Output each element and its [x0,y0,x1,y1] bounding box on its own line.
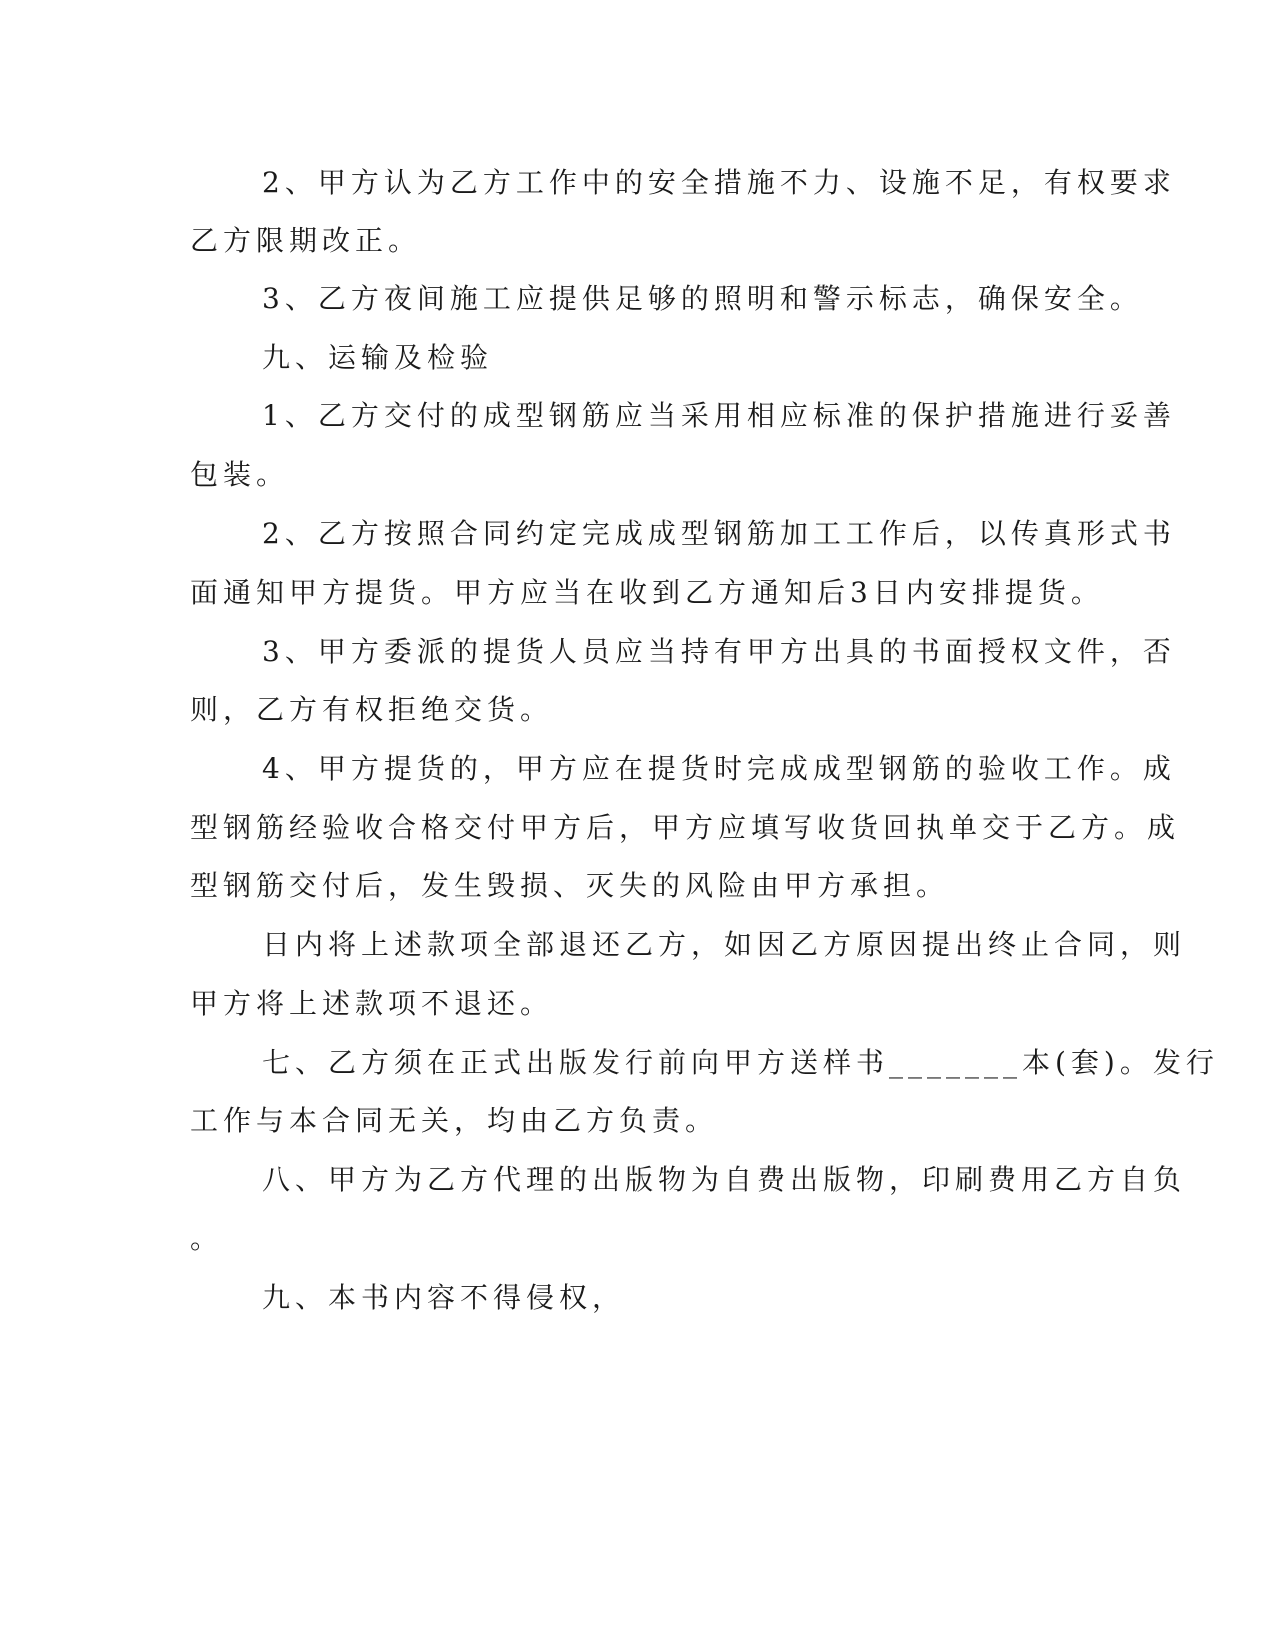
text-line: 工作与本合同无关，均由乙方负责。 [190,1104,719,1137]
section-heading: 九、运输及检验 [262,341,494,374]
text-line: 2、乙方按照合同约定完成成型钢筋加工工作后，以传真形式书 [262,517,1176,550]
text-line: 。 [190,1222,224,1255]
text-line: 则，乙方有权拒绝交货。 [190,693,554,726]
text-line: 型钢筋经验收合格交付甲方后，甲方应填写收货回执单交于乙方。成 [190,811,1181,844]
text-line: 七、乙方须在正式出版发行前向甲方送样书_______本(套)。发行 [262,1046,1219,1079]
text-line: 3、甲方委派的提货人员应当持有甲方出具的书面授权文件，否 [262,635,1176,668]
text-line: 4、甲方提货的，甲方应在提货时完成成型钢筋的验收工作。成 [262,752,1176,785]
text-line: 包装。 [190,458,290,491]
text-line: 乙方限期改正。 [190,224,422,257]
text-line: 型钢筋交付后，发生毁损、灭失的风险由甲方承担。 [190,869,950,902]
text-line: 面通知甲方提货。甲方应当在收到乙方通知后3日内安排提货。 [190,576,1104,609]
text-line: 日内将上述款项全部退还乙方，如因乙方原因提出终止合同，则 [262,928,1187,961]
text-line: 1、乙方交付的成型钢筋应当采用相应标准的保护措施进行妥善 [262,399,1176,432]
section-heading: 九、本书内容不得侵权， [262,1281,626,1314]
text-line: 八、甲方为乙方代理的出版物为自费出版物，印刷费用乙方自负 [262,1163,1187,1196]
text-line: 甲方将上述款项不退还。 [190,987,554,1020]
text-line: 3、乙方夜间施工应提供足够的照明和警示标志，确保安全。 [262,282,1143,315]
text-line: 2、甲方认为乙方工作中的安全措施不力、设施不足，有权要求 [262,166,1176,199]
